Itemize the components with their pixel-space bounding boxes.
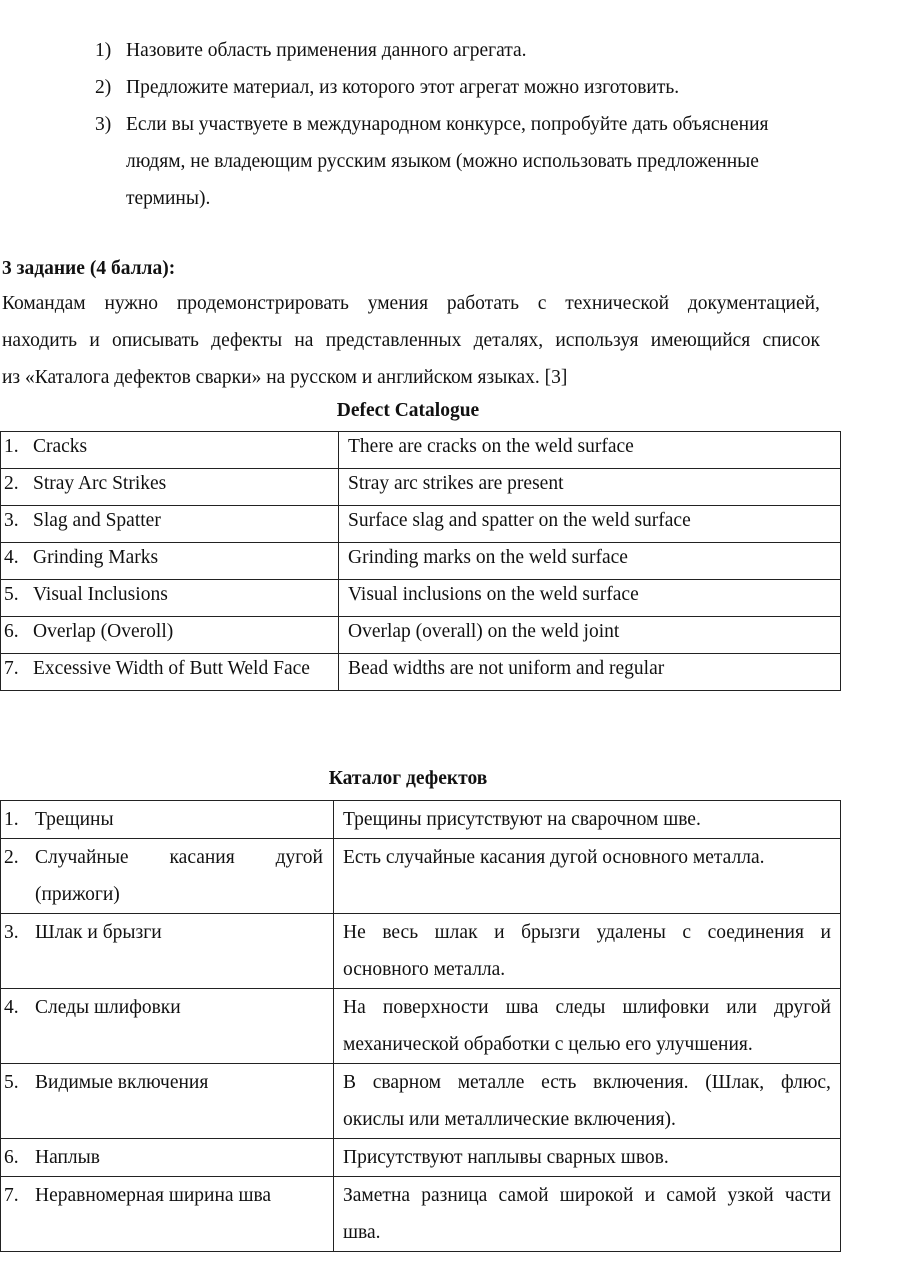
defect-name: Grinding Marks — [33, 547, 159, 568]
row-number: 2. — [4, 847, 19, 868]
word: удалены — [596, 922, 666, 943]
word: с — [537, 293, 547, 314]
word: Заметна — [343, 1185, 411, 1206]
defect-name: Видимые включения — [35, 1072, 209, 1093]
defect-description-line — [343, 1064, 831, 1101]
defect-name: Шлак и брызги — [35, 922, 162, 943]
table-row — [1, 617, 841, 654]
word: На — [343, 997, 366, 1018]
question-item — [0, 32, 900, 69]
word: части — [784, 1185, 831, 1206]
defect-catalogue-table — [0, 431, 841, 691]
defect-description — [334, 1064, 841, 1139]
word: и — [644, 1185, 656, 1206]
defect-description: Visual inclusions on the weld surface — [339, 580, 841, 617]
word: шлифовки — [622, 997, 710, 1018]
word: шва — [505, 997, 539, 1018]
question-number: 1) — [95, 40, 112, 61]
defect-name: Visual Inclusions — [33, 584, 168, 605]
word: касания — [169, 847, 235, 868]
table-row — [1, 801, 841, 839]
question-number: 2) — [95, 77, 112, 98]
table-row — [1, 469, 841, 506]
task-intro-line — [2, 285, 820, 322]
defect-description: There are cracks on the weld surface — [339, 432, 841, 469]
word: деталях, — [473, 330, 544, 351]
word: на — [294, 330, 314, 351]
defect-description: Stray arc strikes are present — [339, 469, 841, 506]
question-text: термины). — [126, 188, 211, 209]
defect-name-cell — [1, 1139, 334, 1177]
table-row — [1, 1177, 841, 1252]
word: или — [726, 997, 757, 1018]
word: и — [494, 922, 505, 943]
defect-description — [334, 1139, 841, 1177]
row-number: 3. — [4, 510, 19, 531]
defect-description — [334, 914, 841, 989]
defect-description: Surface slag and spatter on the weld surface — [339, 506, 841, 543]
question-number: 3) — [95, 114, 112, 135]
defect-name-cell — [1, 432, 339, 469]
defect-name: Overlap (Overoll) — [33, 621, 174, 642]
word: Командам — [2, 293, 86, 314]
defect-name-cell — [1, 914, 334, 989]
word: описывать — [112, 330, 199, 351]
defect-description — [334, 801, 841, 839]
word: с — [682, 922, 692, 943]
defect-name-cell — [1, 543, 339, 580]
defect-name — [35, 839, 323, 876]
defect-description-line: механической обработки с целью его улучшения. — [343, 1034, 753, 1055]
defect-name: Stray Arc Strikes — [33, 473, 167, 494]
table-row — [1, 654, 841, 691]
defect-name-cell — [1, 989, 334, 1064]
defect-description: Grinding marks on the weld surface — [339, 543, 841, 580]
defect-name-cell — [1, 1064, 334, 1139]
word: имеющийся — [650, 330, 751, 351]
word: шлак — [434, 922, 478, 943]
defect-description — [334, 1177, 841, 1252]
row-number: 6. — [4, 621, 19, 642]
word: металле — [457, 1072, 525, 1093]
word: включения. — [593, 1072, 689, 1093]
question-text: людям, не владеющим русским языком (можно использовать предложенные — [126, 151, 759, 172]
task-intro-line — [2, 322, 820, 359]
defect-description-line — [343, 914, 831, 951]
defect-name-cell — [1, 839, 334, 914]
defect-description: Overlap (overall) on the weld joint — [339, 617, 841, 654]
question-item — [0, 69, 900, 106]
defect-name-cell — [1, 469, 339, 506]
word: следы — [555, 997, 606, 1018]
table-row — [1, 1064, 841, 1139]
task-intro-line: из «Каталога дефектов сварки» на русском и английском языках. [3] — [2, 367, 568, 388]
table-row — [1, 839, 841, 914]
table-row — [1, 580, 841, 617]
word: дугой — [275, 847, 323, 868]
row-number: 4. — [4, 997, 19, 1018]
row-number: 5. — [4, 584, 19, 605]
word: работать — [446, 293, 519, 314]
word: соединения — [707, 922, 804, 943]
defect-description-line — [343, 989, 831, 1026]
defect-name-cell — [1, 506, 339, 543]
defect-name-cell — [1, 654, 339, 691]
task-title: 3 задание (4 балла): — [2, 258, 176, 279]
word: используя — [555, 330, 639, 351]
word: поверхности — [382, 997, 489, 1018]
catalog-ru-title: Каталог дефектов — [328, 768, 488, 789]
defect-description-line: Трещины присутствуют на сварочном шве. — [343, 809, 701, 830]
word: представленных — [325, 330, 462, 351]
table-row — [1, 914, 841, 989]
word: есть — [541, 1072, 577, 1093]
word: другой — [774, 997, 831, 1018]
question-text: Назовите область применения данного агрегата. — [126, 40, 527, 61]
word: находить — [2, 330, 78, 351]
defect-description-line: Присутствуют наплывы сварных швов. — [343, 1147, 669, 1168]
word: узкой — [727, 1185, 774, 1206]
defect-name-cell — [1, 801, 334, 839]
defect-description: Bead widths are not uniform and regular — [339, 654, 841, 691]
defect-description — [334, 839, 841, 914]
word: список — [762, 330, 820, 351]
table-row — [1, 432, 841, 469]
word: сварном — [372, 1072, 441, 1093]
defect-name: Slag and Spatter — [33, 510, 161, 531]
row-number: 5. — [4, 1072, 19, 1093]
word: Случайные — [35, 847, 129, 868]
word: В — [343, 1072, 357, 1093]
row-number: 2. — [4, 473, 19, 494]
defect-description-line — [343, 1177, 831, 1214]
defect-name-cell — [1, 617, 339, 654]
defect-description-line: шва. — [343, 1222, 381, 1243]
word: разница — [421, 1185, 488, 1206]
defect-name: Cracks — [33, 436, 88, 457]
word: умения — [367, 293, 429, 314]
defect-name-cell — [1, 1177, 334, 1252]
defect-name: Следы шлифовки — [35, 997, 181, 1018]
row-number: 7. — [4, 1185, 19, 1206]
word: (Шлак, — [705, 1072, 765, 1093]
defect-name-cell — [1, 580, 339, 617]
question-item — [0, 106, 900, 217]
word: широкой — [559, 1185, 634, 1206]
word: нужно — [104, 293, 159, 314]
defect-name: Трещины — [35, 809, 114, 830]
word: дефекты — [211, 330, 283, 351]
question-text: Предложите материал, из которого этот агрегат можно изготовить. — [126, 77, 680, 98]
table-row — [1, 1139, 841, 1177]
defect-description-line: окислы или металлические включения). — [343, 1109, 676, 1130]
word: и — [820, 922, 831, 943]
question-list — [0, 32, 900, 217]
task-intro — [2, 285, 902, 396]
defect-name: Excessive Width of Butt Weld Face — [33, 658, 310, 679]
word: самой — [666, 1185, 717, 1206]
table-row — [1, 989, 841, 1064]
word: Не — [343, 922, 366, 943]
word: продемонстрировать — [176, 293, 349, 314]
defect-name: (прижоги) — [35, 884, 120, 905]
word: и — [89, 330, 100, 351]
row-number: 4. — [4, 547, 19, 568]
row-number: 6. — [4, 1147, 19, 1168]
question-text: Если вы участвуете в международном конкурсе, попробуйте дать объяснения — [126, 114, 769, 135]
row-number: 1. — [4, 436, 19, 457]
row-number: 1. — [4, 809, 19, 830]
word: документацией, — [687, 293, 820, 314]
row-number: 3. — [4, 922, 19, 943]
word: весь — [382, 922, 419, 943]
word: технической — [565, 293, 670, 314]
defect-catalog-ru-table — [0, 800, 841, 1252]
defect-description-line: Есть случайные касания дугой основного металла. — [343, 847, 765, 868]
row-number: 7. — [4, 658, 19, 679]
defect-name: Наплыв — [35, 1147, 100, 1168]
defect-description — [334, 989, 841, 1064]
word: брызги — [521, 922, 581, 943]
word: самой — [498, 1185, 549, 1206]
catalog-en-title: Defect Catalogue — [336, 400, 480, 421]
table-row — [1, 506, 841, 543]
defect-name: Неравномерная ширина шва — [35, 1185, 272, 1206]
word: флюс, — [780, 1072, 831, 1093]
table-row — [1, 543, 841, 580]
defect-description-line: основного металла. — [343, 959, 506, 980]
